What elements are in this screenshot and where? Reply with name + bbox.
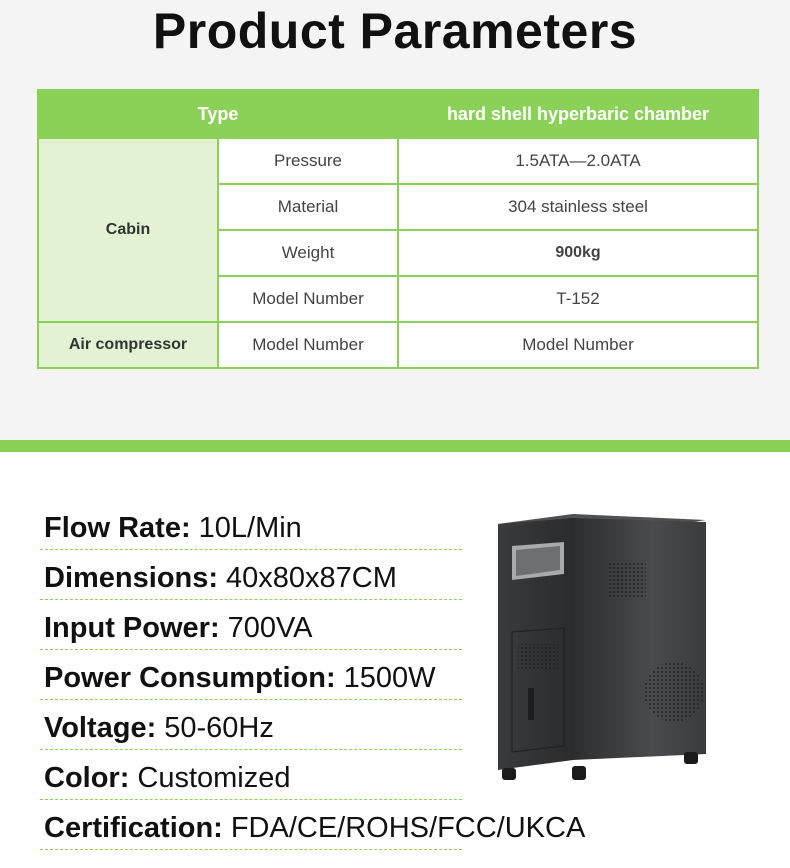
table-row (38, 322, 758, 368)
spec-item-input-power (40, 600, 462, 650)
param-name: Model Number (218, 322, 398, 368)
group-air-compressor: Air compressor (38, 322, 218, 368)
group-cabin: Cabin (38, 138, 218, 322)
param-value: 900kg (398, 230, 758, 276)
param-value: 1.5ATA—2.0ATA (398, 138, 758, 184)
param-value: 304 stainless steel (398, 184, 758, 230)
param-value: Model Number (398, 322, 758, 368)
spec-item-certification (40, 800, 586, 850)
param-name: Weight (218, 230, 398, 276)
spec-key: Certification: (44, 812, 223, 844)
parameters-table (37, 89, 759, 369)
spec-item-color (40, 750, 462, 800)
spec-key: Voltage: (44, 712, 157, 744)
spec-key: Power Consumption: (44, 662, 336, 694)
spec-key: Input Power: (44, 612, 220, 644)
spec-value: FDA/CE/ROHS/FCC/UKCA (230, 812, 586, 844)
spec-value: 50-60Hz (164, 712, 274, 744)
spec-value: Customized (137, 762, 291, 794)
spec-value: 40x80x87CM (226, 562, 397, 594)
param-value: T-152 (398, 276, 758, 322)
page-title: Product Parameters (152, 3, 638, 59)
spec-list (40, 500, 586, 850)
spec-key: Color: (44, 762, 130, 794)
spec-item-flow-rate (40, 500, 462, 550)
param-name: Pressure (218, 138, 398, 184)
spec-key: Flow Rate: (44, 512, 191, 544)
table-header-row (38, 90, 758, 138)
spec-item-voltage (40, 700, 462, 750)
spec-item-power-consumption (40, 650, 462, 700)
param-name: Material (218, 184, 398, 230)
spec-key: Dimensions: (44, 562, 219, 594)
spec-value: 700VA (227, 612, 313, 644)
air-compressor-image (488, 510, 720, 790)
header-product: hard shell hyperbaric chamber (398, 90, 758, 138)
table-row (38, 138, 758, 184)
spec-value: 10L/Min (198, 512, 302, 544)
spec-value: 1500W (343, 662, 436, 694)
param-name: Model Number (218, 276, 398, 322)
spec-item-dimensions (40, 550, 462, 600)
header-type: Type (38, 90, 398, 138)
section-divider (0, 440, 790, 452)
